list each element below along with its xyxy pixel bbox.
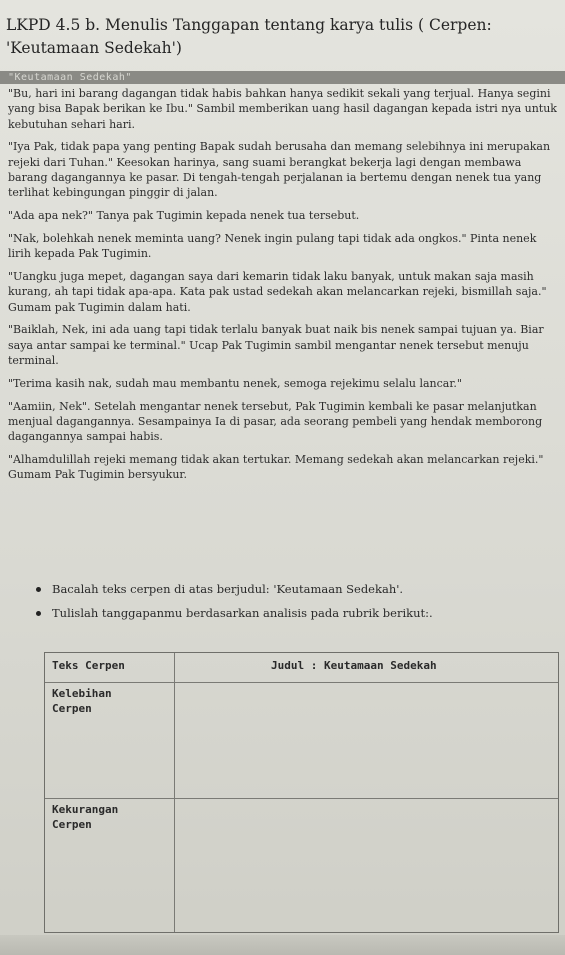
story-title-banner [0,71,565,84]
title-line-1: LKPD 4.5 b. Menulis Tanggapan tentang karya tulis ( Cerpen: [6,16,492,34]
story-paragraph: "Bu, hari ini barang dagangan tidak habis bahkan hanya sedikit sekali yang terjual. Hanya segini yang bisa Bapak berikan ke Ibu." Sambil memberikan uang hasil dagangan kepada istri nya untuk kebutuhan sehari hari. [8,87,557,131]
instruction-item: Bacalah teks cerpen di atas berjudul: 'Keutamaan Sedekah'. [36,582,556,597]
rubric-row-kelebihan [52,686,112,716]
rubric-row-divider [45,798,558,799]
story-paragraph: "Ada apa nek?" Tanya pak Tugimin kepada nenek tua tersebut. [8,209,360,223]
rubric-header-right: Judul : Keutamaan Sedekah [271,659,437,672]
rubric-table [44,652,559,933]
rubric-header-left: Teks Cerpen [52,659,125,672]
instruction-list [36,582,556,630]
rubric-row-label: Cerpen [52,818,92,831]
page-bottom-shadow [0,935,565,955]
rubric-row-kekurangan [52,802,118,832]
instruction-item: Tulislah tanggapanmu berdasarkan analisis pada rubrik berikut:. [36,606,556,621]
rubric-column-divider [174,653,175,932]
story-paragraph: "Uangku juga mepet, dagangan saya dari kemarin tidak laku banyak, untuk makan saja masih kurang, ah tapi tidak apa-apa. Kata pak ustad sedekah akan melancarkan rejeki, bismillah saja." Gumam pak Tugimin dalam hati. [8,269,547,314]
rubric-row-label: Cerpen [52,702,92,715]
worksheet-title [6,14,558,60]
story-paragraph: "Iya Pak, tidak papa yang penting Bapak sudah berusaha dan memang selebihnya ini merupakan rejeki dari Tuhan." Keesokan harinya, sang suami berangkat bekerja lagi dengan membawa barang dagangannya ke pasar. Di tengah-tengah perjalanan ia bertemu dengan nenek tua yang terlihat kebingungan pinggir di jalan. [8,140,551,200]
story-text [8,86,560,490]
rubric-row-label: Kekurangan [52,803,119,816]
story-paragraph: "Terima kasih nak, sudah mau membantu nenek, semoga rejekimu selalu lancar." [8,376,462,390]
story-paragraph: "Alhamdulillah rejeki memang tidak akan tertukar. Memang sedekah akan melancarkan rejeki." Gumam Pak Tugimin bersyukur. [8,452,544,482]
story-paragraph: "Nak, bolehkah nenek meminta uang? Nenek ingin pulang tapi tidak ada ongkos." Pinta nenek lirih kepada Pak Tugimin. [8,231,537,261]
story-paragraph: "Aamiin, Nek". Setelah mengantar nenek tersebut, Pak Tugimin kembali ke pasar melanjutkan menjual dagangannya. Sesampainya Ia di pasar, ada seorang pembeli yang hendak memborong dagangannya sampai habis. [8,399,543,444]
story-paragraph: "Baiklah, Nek, ini ada uang tapi tidak terlalu banyak buat naik bis nenek sampai tujuan ya. Biar saya antar sampai ke terminal." Ucap Pak Tugimin sambil mengantar nenek tersebut menuju terminal. [8,323,544,367]
rubric-row-label: Kelebihan [52,687,112,700]
banner-label: "Keutamaan Sedekah" [8,72,132,83]
title-line-2: 'Keutamaan Sedekah') [6,39,182,57]
rubric-row-divider [45,682,558,683]
